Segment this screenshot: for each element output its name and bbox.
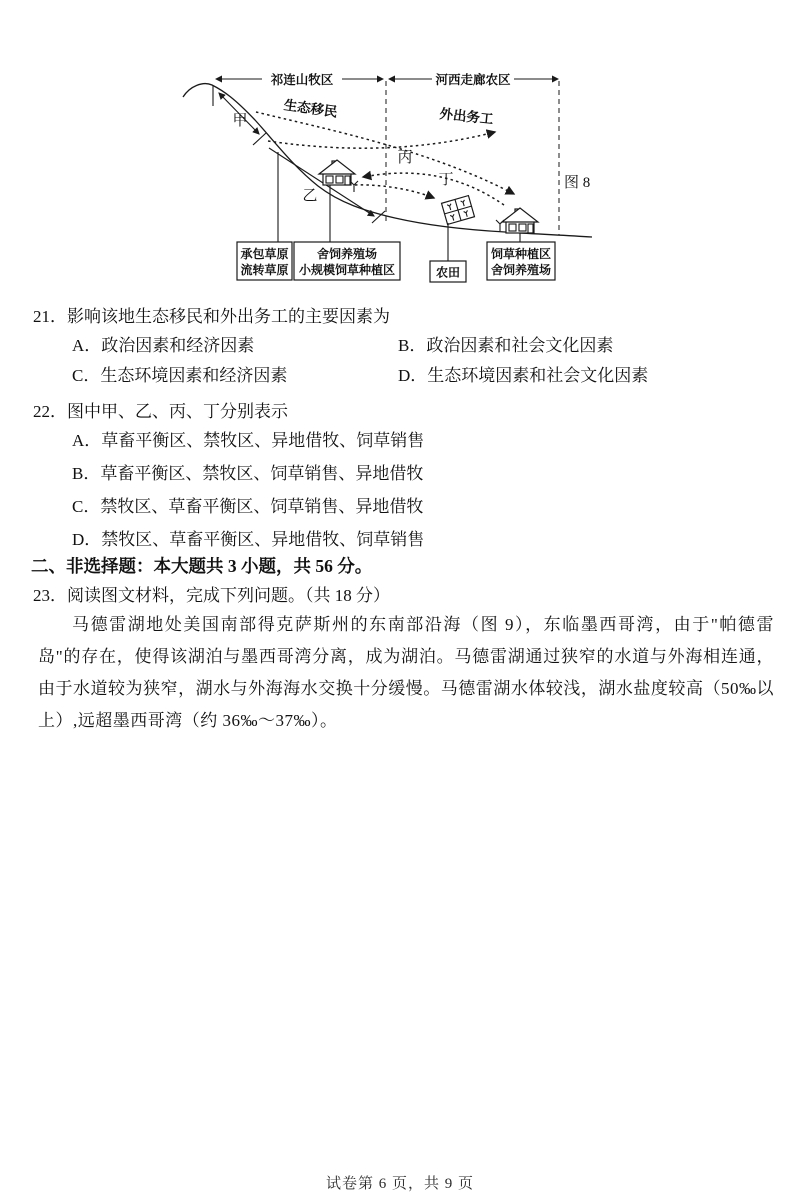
- svg-text:舍饲养殖场: 舍饲养殖场: [316, 247, 378, 261]
- house-icon: [319, 160, 355, 185]
- question-22-option-b: B．草畜平衡区、禁牧区、饲草销售、异地借牧: [72, 464, 424, 483]
- zone-span-arrows: [216, 70, 558, 87]
- yi-span-arrow: [269, 148, 374, 216]
- mark-jia: 甲: [232, 113, 248, 129]
- legend-box-feedlot: [294, 242, 400, 280]
- question-21-option-a: A．政治因素和经济因素: [72, 336, 255, 355]
- plant-icon: [496, 220, 504, 231]
- question-22-option-a: A．草畜平衡区、禁牧区、异地借牧、饲草销售: [72, 431, 425, 450]
- question-21-stem: 21．影响该地生态移民和外出务工的主要因素为: [33, 307, 390, 326]
- mountain-profile: [183, 84, 592, 237]
- question-21-option-c: C．生态环境因素和经济因素: [72, 366, 288, 385]
- figure-8: [150, 60, 610, 300]
- zone-label-right: 河西走廊农区: [435, 73, 511, 87]
- svg-text:农田: 农田: [435, 265, 461, 280]
- figure-caption: 图 8: [564, 175, 591, 191]
- mark-yi: 乙: [302, 188, 318, 204]
- question-23-material-paragraph: 马德雷湖地处美国南部得克萨斯州的东南部沿海（图 9），东临墨西哥湾，由于"帕德雷岛"的存在，使得该湖泊与墨西哥湾分离，成为湖泊。马德雷湖通过狭窄的水道与外海相连通，由于水道较为狭窄，湖水与外海海水交换十分缓慢。马德雷湖水体较浅，湖水盐度较高（50‰以上）,远超墨西哥湾（约 36‰～37‰）。: [38, 615, 774, 730]
- svg-text:承包草原: 承包草原: [240, 247, 289, 261]
- mark-ding: 丁: [438, 172, 454, 188]
- question-22-stem: 22．图中甲、乙、丙、丁分别表示: [33, 402, 288, 421]
- question-22-option-d: D．禁牧区、草畜平衡区、异地借牧、饲草销售: [72, 530, 425, 549]
- legend-box-contract: [237, 242, 292, 280]
- question-21-option-d: D．生态环境因素和社会文化因素: [398, 366, 649, 385]
- legend-box-forage: [487, 242, 555, 280]
- zone-label-left: 祁连山牧区: [270, 73, 334, 87]
- svg-text:饲草种植区: 饲草种植区: [490, 247, 552, 261]
- figure-8-svg: [150, 60, 610, 300]
- plant-icon: [350, 181, 358, 192]
- slope-tick-1: [253, 133, 266, 145]
- house-icon: [502, 208, 538, 233]
- bing-arrow: [363, 173, 504, 205]
- eco-migration-label: 生态移民: [282, 97, 339, 120]
- ding-arrow: [355, 185, 434, 198]
- svg-text:流转草原: 流转草原: [240, 263, 289, 277]
- question-22-option-c: C．禁牧区、草畜平衡区、饲草销售、异地借牧: [72, 497, 424, 516]
- mark-bing: 丙: [397, 150, 413, 166]
- question-21-option-b: B．政治因素和社会文化因素: [398, 336, 614, 355]
- question-23-stem: 23．阅读图文材料，完成下列问题。（共 18 分）: [33, 586, 390, 605]
- svg-text:舍饲养殖场: 舍饲养殖场: [490, 263, 552, 277]
- work-outflow-label: 外出务工: [438, 106, 495, 127]
- svg-text:小规模饲草种植区: 小规模饲草种植区: [298, 263, 396, 277]
- field-icon: [442, 196, 475, 225]
- page-footer: 试卷第 6 页，共 9 页: [325, 1176, 474, 1192]
- section-2-header: 二、非选择题：本大题共 3 小题，共 56 分。: [31, 556, 373, 576]
- work-outflow-arrow: [268, 132, 495, 148]
- legend-box-farmland: [430, 261, 466, 282]
